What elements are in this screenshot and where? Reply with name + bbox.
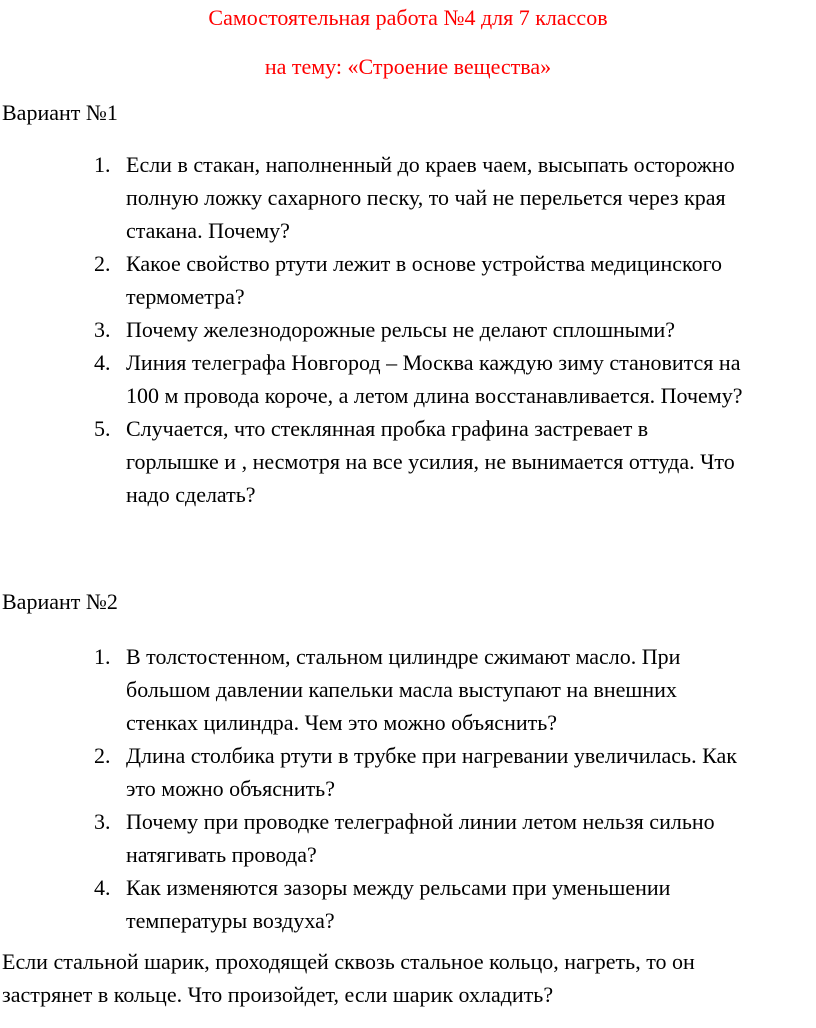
question-text: Почему при проводке телеграфной линии летом нельзя сильно натягивать провода? <box>126 809 715 867</box>
question-number: 5. <box>94 416 111 441</box>
question-item <box>0 313 816 346</box>
question-number: 2. <box>94 743 111 768</box>
question-item <box>0 739 816 805</box>
question-text: Какое свойство ртути лежит в основе устройства медицинского термометра? <box>126 251 723 309</box>
question-text: Как изменяются зазоры между рельсами при уменьшении температуры воздуха? <box>126 875 671 933</box>
question-number: 2. <box>94 251 111 276</box>
question-text: Если в стакан, наполненный до краев чаем, высыпать осторожно полную ложку сахарного песку, то чай не перельется через края стакана. Почему? <box>126 152 735 243</box>
document-topic: на тему: «Строение вещества» <box>264 54 552 79</box>
question-number: 1. <box>94 152 111 177</box>
question-text: Линия телеграфа Новгород – Москва каждую зиму становится на 100 м провода короче, а летом длина восстанавливается. Почему? <box>126 350 743 408</box>
question-item <box>0 247 816 313</box>
question-text: Почему железнодорожные рельсы не делают сплошными? <box>126 317 676 342</box>
question-item <box>0 640 816 739</box>
variant-2-question-list <box>0 640 816 937</box>
document-title: Самостоятельная работа №4 для 7 классов <box>208 5 608 30</box>
variant-2-heading: Вариант №2 <box>2 589 118 614</box>
question-number: 3. <box>94 317 111 342</box>
question-number: 4. <box>94 875 111 900</box>
question-item <box>0 871 816 937</box>
question-item <box>0 412 816 511</box>
question-item <box>0 805 816 871</box>
question-number: 1. <box>94 644 111 669</box>
question-text: В толстостенном, стальном цилиндре сжимают масло. При большом давлении капельки масла выступают на внешних стенках цилиндра. Чем это можно объяснить? <box>126 644 681 735</box>
question-text: Длина столбика ртути в трубке при нагревании увеличилась. Как это можно объяснить? <box>126 743 737 801</box>
variant-1-question-list <box>0 148 816 511</box>
variant-1-heading: Вариант №1 <box>2 100 118 125</box>
extra-question-text: Если стальной шарик, проходящей сквозь стальное кольцо, нагреть, то он застрянет в кольце. Что произойдет, если шарик охладить? <box>2 949 695 1007</box>
question-number: 3. <box>94 809 111 834</box>
question-item <box>0 346 816 412</box>
question-item <box>0 148 816 247</box>
question-number: 4. <box>94 350 111 375</box>
question-text: Случается, что стеклянная пробка графина застревает в горлышке и , несмотря на все усилия, не вынимается оттуда. Что надо сделать? <box>126 416 735 507</box>
